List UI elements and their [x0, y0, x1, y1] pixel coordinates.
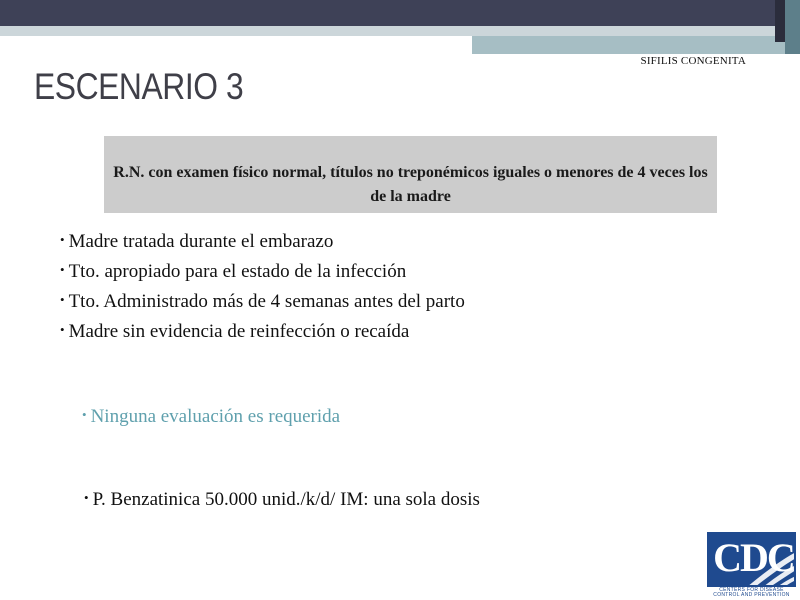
header-bar-light: [0, 26, 800, 36]
treatment-text: P. Benzatinica 50.000 unid./k/d/ IM: una sola dosis: [92, 489, 480, 510]
recommendation-text: Ninguna evaluación es requerida: [90, 406, 341, 427]
bullet-icon: •: [84, 490, 89, 505]
list-item: [60, 287, 465, 317]
bullet-icon: •: [60, 232, 65, 247]
slide-subtitle: SIFILIS CONGENITA: [640, 55, 746, 67]
cdc-logo: [707, 532, 796, 598]
bullet-icon: •: [60, 322, 65, 337]
list-item-text: Tto. apropiado para el estado de la infección: [68, 261, 407, 282]
header-bar: [0, 0, 800, 26]
list-item-text: Tto. Administrado más de 4 semanas antes del parto: [68, 291, 465, 312]
bullet-icon: •: [60, 292, 65, 307]
list-item: [60, 317, 465, 347]
list-item: [60, 227, 465, 257]
header-bar-teal: [472, 36, 800, 54]
cdc-logo-text: CDC: [713, 535, 794, 580]
header-corner-accent: [785, 0, 800, 54]
recommendation: [82, 406, 340, 428]
slide-title: ESCENARIO 3: [34, 66, 244, 107]
scenario-box-text: R.N. con examen físico normal, títulos no treponémicos iguales o menores de 4 veces los de la madre: [113, 164, 708, 205]
cdc-logo-subtext: CENTERS FOR DISEASE CONTROL AND PREVENTION: [713, 587, 790, 598]
list-item-text: Madre sin evidencia de reinfección o recaída: [68, 321, 410, 342]
treatment: [84, 489, 480, 511]
bullet-icon: •: [82, 407, 87, 422]
bullet-icon: •: [60, 262, 65, 277]
scenario-box: [104, 136, 717, 213]
cdc-logo-box: [707, 532, 796, 587]
list-item: [60, 257, 465, 287]
list-item-text: Madre tratada durante el embarazo: [68, 231, 334, 252]
criteria-list: [60, 227, 465, 347]
